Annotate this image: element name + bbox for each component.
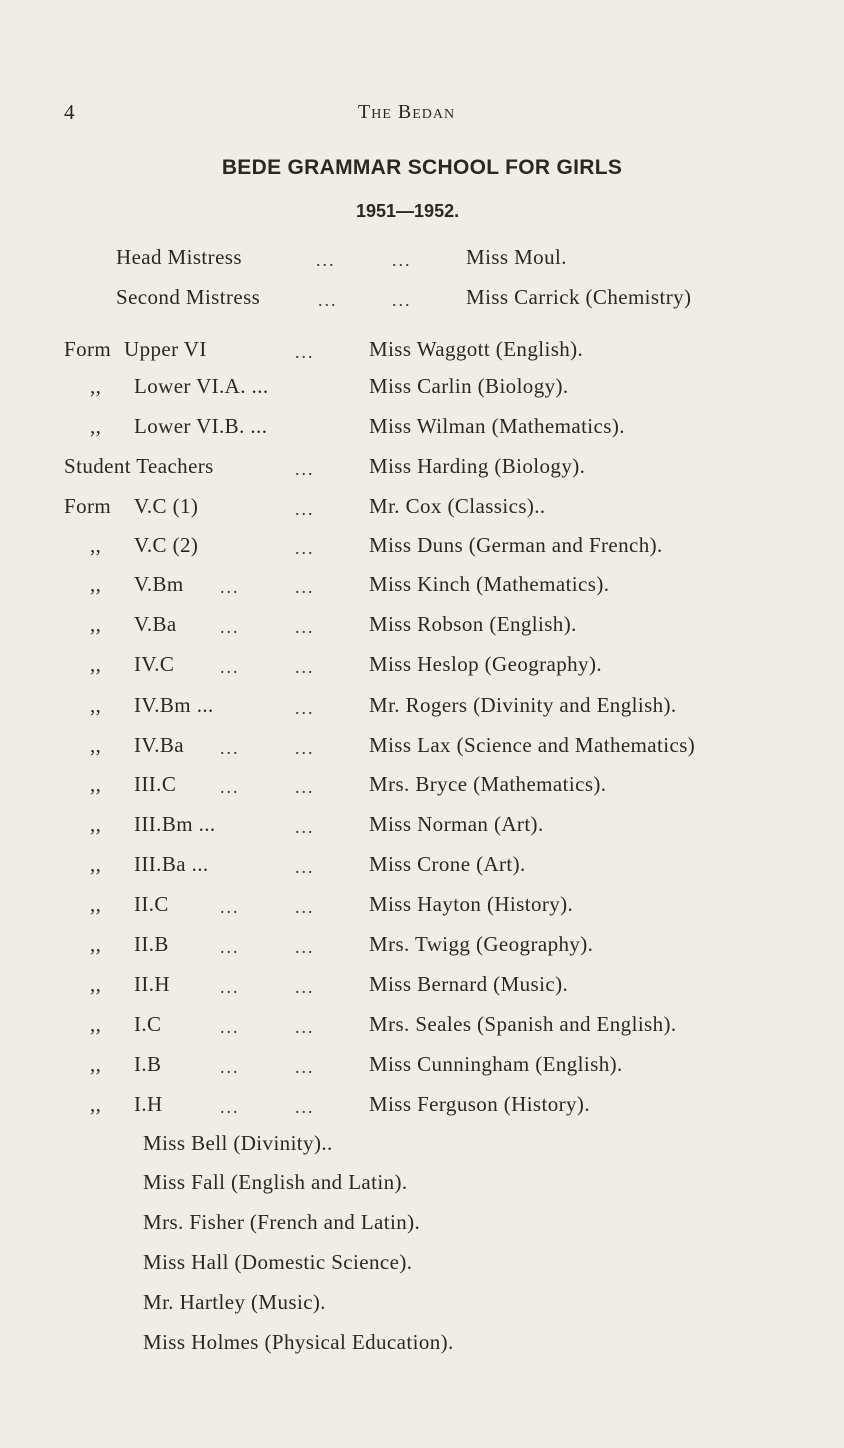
other-staff-entry: Mr. Hartley (Music). [143, 1290, 326, 1314]
dot-leader: ... [295, 577, 315, 597]
form-name: V.C (2) [134, 533, 199, 557]
other-staff-entry: Miss Holmes (Physical Education). [143, 1330, 454, 1354]
dot-leader: ... [316, 250, 336, 270]
dot-leader: ... [220, 657, 240, 677]
form-prefix: ,, [90, 1052, 102, 1076]
form-teacher: Miss Bernard (Music). [369, 972, 569, 996]
dot-leader: ... [392, 290, 412, 310]
dot-leader: ... [295, 698, 315, 718]
staff-name: Miss Carrick (Chemistry) [466, 285, 692, 309]
form-teacher: Miss Robson (English). [369, 612, 577, 636]
form-teacher: Miss Norman (Art). [369, 812, 544, 836]
form-name: Upper VI [124, 337, 207, 361]
dot-leader: ... [220, 577, 240, 597]
form-prefix: ,, [90, 652, 102, 676]
form-teacher: Miss Carlin (Biology). [369, 374, 569, 398]
form-teacher: Miss Heslop (Geography). [369, 652, 602, 676]
form-teacher: Miss Ferguson (History). [369, 1092, 590, 1116]
form-name: Lower VI.A. ... [134, 374, 269, 398]
dot-leader: ... [295, 499, 315, 519]
dot-leader: ... [220, 1097, 240, 1117]
form-prefix: ,, [90, 1012, 102, 1036]
dot-leader: ... [220, 1057, 240, 1077]
dot-leader: ... [295, 857, 315, 877]
form-name: IV.C [134, 652, 175, 676]
dot-leader: ... [220, 738, 240, 758]
form-prefix: ,, [90, 414, 102, 438]
form-name: II.C [134, 892, 169, 916]
form-prefix: ,, [90, 852, 102, 876]
form-name: Student Teachers [64, 454, 214, 478]
dot-leader: ... [392, 250, 412, 270]
form-prefix: ,, [90, 733, 102, 757]
form-prefix: ,, [90, 812, 102, 836]
other-staff-entry: Mrs. Fisher (French and Latin). [143, 1210, 421, 1234]
dot-leader: ... [220, 937, 240, 957]
form-prefix: ,, [90, 972, 102, 996]
form-name: I.C [134, 1012, 162, 1036]
form-teacher: Miss Kinch (Mathematics). [369, 572, 610, 596]
dot-leader: ... [295, 817, 315, 837]
form-teacher: Miss Cunningham (English). [369, 1052, 623, 1076]
form-prefix: ,, [90, 612, 102, 636]
dot-leader: ... [295, 1017, 315, 1037]
form-prefix: ,, [90, 1092, 102, 1116]
staff-role: Second Mistress [116, 285, 261, 309]
form-teacher: Mr. Cox (Classics).. [369, 494, 546, 518]
page-number: 4 [64, 100, 75, 124]
other-staff-entry: Miss Hall (Domestic Science). [143, 1250, 413, 1274]
dot-leader: ... [295, 657, 315, 677]
form-teacher: Miss Hayton (History). [369, 892, 574, 916]
dot-leader: ... [295, 1057, 315, 1077]
dot-leader: ... [220, 897, 240, 917]
form-name: V.Bm [134, 572, 184, 596]
form-prefix: ,, [90, 932, 102, 956]
dot-leader: ... [220, 777, 240, 797]
dot-leader: ... [318, 290, 338, 310]
staff-role: Head Mistress [116, 245, 242, 269]
running-title: The Bedan [358, 101, 456, 123]
dot-leader: ... [295, 738, 315, 758]
dot-leader: ... [295, 617, 315, 637]
form-name: Lower VI.B. ... [134, 414, 268, 438]
dot-leader: ... [295, 459, 315, 479]
form-prefix: Form [64, 337, 112, 361]
form-name: II.B [134, 932, 169, 956]
form-name: III.Ba ... [134, 852, 209, 876]
form-name: III.Bm ... [134, 812, 216, 836]
form-teacher: Mrs. Bryce (Mathematics). [369, 772, 607, 796]
dot-leader: ... [220, 617, 240, 637]
form-prefix: ,, [90, 374, 102, 398]
form-prefix: ,, [90, 533, 102, 557]
other-staff-entry: Miss Bell (Divinity).. [143, 1131, 333, 1155]
dot-leader: ... [295, 538, 315, 558]
dot-leader: ... [220, 977, 240, 997]
form-name: V.C (1) [134, 494, 199, 518]
other-staff-entry: Miss Fall (English and Latin). [143, 1170, 408, 1194]
staff-name: Miss Moul. [466, 245, 567, 269]
form-prefix: ,, [90, 772, 102, 796]
form-teacher: Mrs. Seales (Spanish and English). [369, 1012, 677, 1036]
dot-leader: ... [220, 1017, 240, 1037]
dot-leader: ... [295, 977, 315, 997]
form-name: II.H [134, 972, 171, 996]
form-name: I.B [134, 1052, 162, 1076]
form-name: IV.Bm ... [134, 693, 214, 717]
form-prefix: ,, [90, 693, 102, 717]
form-teacher: Miss Harding (Biology). [369, 454, 586, 478]
dot-leader: ... [295, 1097, 315, 1117]
dot-leader: ... [295, 937, 315, 957]
dot-leader: ... [295, 897, 315, 917]
form-prefix: Form [64, 494, 112, 518]
form-teacher: Miss Crone (Art). [369, 852, 526, 876]
form-teacher: Miss Duns (German and French). [369, 533, 663, 557]
school-years: 1951—1952. [356, 201, 460, 221]
form-teacher: Miss Wilman (Mathematics). [369, 414, 625, 438]
form-teacher: Mr. Rogers (Divinity and English). [369, 693, 677, 717]
dot-leader: ... [295, 342, 315, 362]
dot-leader: ... [295, 777, 315, 797]
form-name: V.Ba [134, 612, 177, 636]
form-teacher: Miss Lax (Science and Mathematics) [369, 733, 696, 757]
form-name: IV.Ba [134, 733, 185, 757]
form-prefix: ,, [90, 572, 102, 596]
form-teacher: Mrs. Twigg (Geography). [369, 932, 594, 956]
form-name: I.H [134, 1092, 163, 1116]
form-name: III.C [134, 772, 177, 796]
school-heading: BEDE GRAMMAR SCHOOL FOR GIRLS [221, 156, 623, 179]
form-prefix: ,, [90, 892, 102, 916]
form-teacher: Miss Waggott (English). [369, 337, 584, 361]
